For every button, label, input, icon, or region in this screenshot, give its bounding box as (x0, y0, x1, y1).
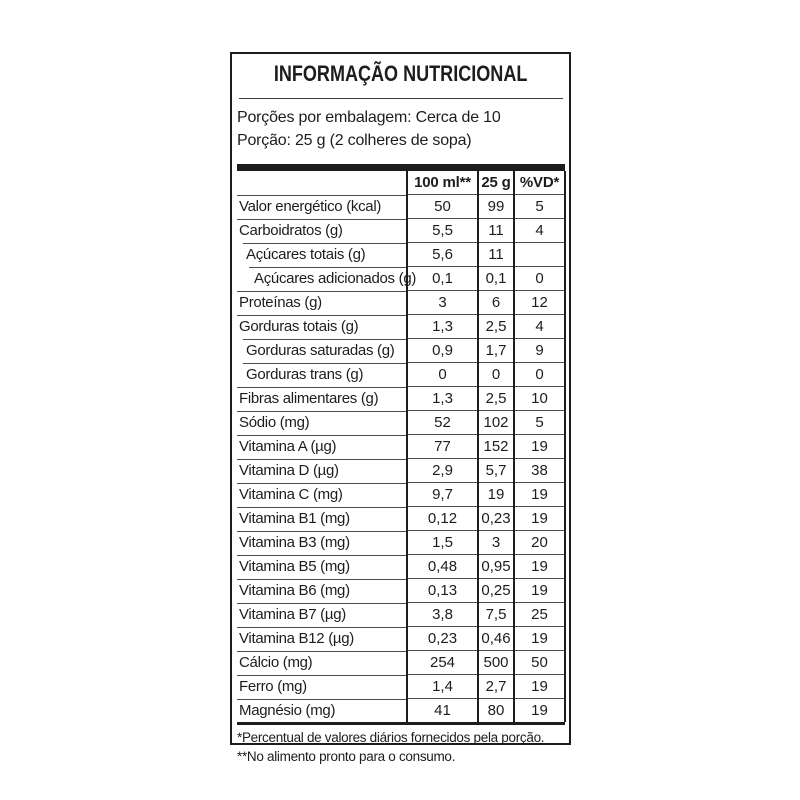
nutrient-name: Gorduras saturadas (g) (237, 339, 407, 363)
value-vd: 4 (514, 315, 565, 339)
value-vd: 0 (514, 267, 565, 291)
table-row (237, 267, 565, 291)
value-vd: 50 (514, 651, 565, 675)
value-100ml: 0,13 (407, 579, 478, 603)
value-vd: 25 (514, 603, 565, 627)
value-25g: 1,7 (478, 339, 514, 363)
value-25g: 11 (478, 243, 514, 267)
value-100ml: 254 (407, 651, 478, 675)
table-row (237, 291, 565, 315)
servings-per-package: Porções por embalagem: Cerca de 10 (237, 109, 501, 126)
value-vd: 4 (514, 219, 565, 243)
table-row (237, 459, 565, 483)
column-header-vd: %VD* (514, 171, 565, 195)
nutrient-name: Vitamina C (mg) (237, 483, 407, 507)
value-25g: 7,5 (478, 603, 514, 627)
value-25g: 0,25 (478, 579, 514, 603)
value-25g: 2,5 (478, 387, 514, 411)
value-25g: 0,23 (478, 507, 514, 531)
value-25g: 3 (478, 531, 514, 555)
table-row (237, 579, 565, 603)
value-25g: 5,7 (478, 459, 514, 483)
value-100ml: 41 (407, 699, 478, 723)
title-divider (239, 98, 563, 99)
value-100ml: 0,23 (407, 627, 478, 651)
value-vd: 12 (514, 291, 565, 315)
header-bar (237, 164, 565, 171)
table-row (237, 603, 565, 627)
value-100ml: 0 (407, 363, 478, 387)
value-100ml: 9,7 (407, 483, 478, 507)
value-100ml: 1,5 (407, 531, 478, 555)
nutrient-name: Sódio (mg) (237, 411, 407, 435)
table-row (237, 315, 565, 339)
value-100ml: 0,1 (407, 267, 478, 291)
column-header-25g: 25 g (478, 171, 514, 195)
nutrition-table-body (237, 195, 565, 723)
value-25g: 99 (478, 195, 514, 219)
nutrient-column-header (237, 171, 407, 195)
value-25g: 2,5 (478, 315, 514, 339)
nutrient-name: Ferro (mg) (237, 675, 407, 699)
value-25g: 2,7 (478, 675, 514, 699)
nutrient-name: Vitamina A (µg) (237, 435, 407, 459)
value-25g: 152 (478, 435, 514, 459)
value-25g: 80 (478, 699, 514, 723)
nutrient-name: Carboidratos (g) (237, 219, 407, 243)
value-vd: 10 (514, 387, 565, 411)
column-header-100ml: 100 ml** (407, 171, 478, 195)
nutrient-name: Vitamina B5 (mg) (237, 555, 407, 579)
value-vd: 20 (514, 531, 565, 555)
value-vd: 19 (514, 483, 565, 507)
value-vd: 19 (514, 627, 565, 651)
value-100ml: 2,9 (407, 459, 478, 483)
nutrient-name: Proteínas (g) (237, 291, 407, 315)
table-row (237, 411, 565, 435)
nutrient-name: Açúcares adicionados (g) (237, 267, 407, 291)
value-100ml: 0,12 (407, 507, 478, 531)
label-header (237, 59, 565, 89)
value-25g: 19 (478, 483, 514, 507)
value-vd: 19 (514, 675, 565, 699)
nutrient-name: Vitamina B3 (mg) (237, 531, 407, 555)
label-title: INFORMAÇÃO NUTRICIONAL (274, 61, 528, 86)
table-row (237, 651, 565, 675)
table-row (237, 555, 565, 579)
value-100ml: 1,3 (407, 315, 478, 339)
value-vd: 19 (514, 555, 565, 579)
nutrient-name: Magnésio (mg) (237, 699, 407, 723)
nutrient-name: Açúcares totais (g) (237, 243, 407, 267)
value-100ml: 3,8 (407, 603, 478, 627)
serving-info (237, 106, 565, 152)
value-25g: 0 (478, 363, 514, 387)
value-25g: 6 (478, 291, 514, 315)
nutrition-label (230, 52, 571, 764)
footnote-prepared-food: **No alimento pronto para o consumo. (237, 749, 456, 764)
value-100ml: 0,9 (407, 339, 478, 363)
nutrient-name: Cálcio (mg) (237, 651, 407, 675)
nutrient-name: Fibras alimentares (g) (237, 387, 407, 411)
nutrient-name: Vitamina B7 (µg) (237, 603, 407, 627)
table-row (237, 195, 565, 219)
footnotes (237, 728, 565, 766)
value-25g: 0,1 (478, 267, 514, 291)
table-row (237, 435, 565, 459)
column-header-row (237, 171, 565, 195)
value-vd: 5 (514, 195, 565, 219)
value-vd: 5 (514, 411, 565, 435)
nutrient-name: Valor energético (kcal) (237, 195, 407, 219)
value-100ml: 50 (407, 195, 478, 219)
table-row (237, 507, 565, 531)
value-100ml: 5,6 (407, 243, 478, 267)
value-25g: 0,95 (478, 555, 514, 579)
table-row (237, 219, 565, 243)
footnote-daily-values: *Percentual de valores diários fornecidos pela porção. (237, 730, 545, 745)
table-row (237, 531, 565, 555)
value-100ml: 1,3 (407, 387, 478, 411)
nutrition-table (237, 171, 566, 722)
nutrient-name: Gorduras trans (g) (237, 363, 407, 387)
value-100ml: 0,48 (407, 555, 478, 579)
table-row (237, 387, 565, 411)
value-25g: 11 (478, 219, 514, 243)
table-row (237, 363, 565, 387)
table-row (237, 675, 565, 699)
value-25g: 0,46 (478, 627, 514, 651)
table-row (237, 339, 565, 363)
value-100ml: 77 (407, 435, 478, 459)
value-25g: 102 (478, 411, 514, 435)
value-vd: 19 (514, 507, 565, 531)
value-vd: 0 (514, 363, 565, 387)
value-100ml: 1,4 (407, 675, 478, 699)
value-vd: 19 (514, 435, 565, 459)
value-25g: 500 (478, 651, 514, 675)
nutrient-name: Vitamina D (µg) (237, 459, 407, 483)
value-100ml: 5,5 (407, 219, 478, 243)
value-vd: 19 (514, 579, 565, 603)
nutrient-name: Gorduras totais (g) (237, 315, 407, 339)
table-row (237, 483, 565, 507)
value-vd: 9 (514, 339, 565, 363)
value-100ml: 52 (407, 411, 478, 435)
table-row (237, 699, 565, 723)
value-vd: 19 (514, 699, 565, 723)
nutrient-name: Vitamina B6 (mg) (237, 579, 407, 603)
value-100ml: 3 (407, 291, 478, 315)
serving-size: Porção: 25 g (2 colheres de sopa) (237, 132, 472, 149)
table-row (237, 627, 565, 651)
value-vd: 38 (514, 459, 565, 483)
nutrient-name: Vitamina B1 (mg) (237, 507, 407, 531)
nutrient-name: Vitamina B12 (µg) (237, 627, 407, 651)
table-row (237, 243, 565, 267)
table-bottom-bar (237, 722, 565, 725)
value-vd (514, 243, 565, 267)
